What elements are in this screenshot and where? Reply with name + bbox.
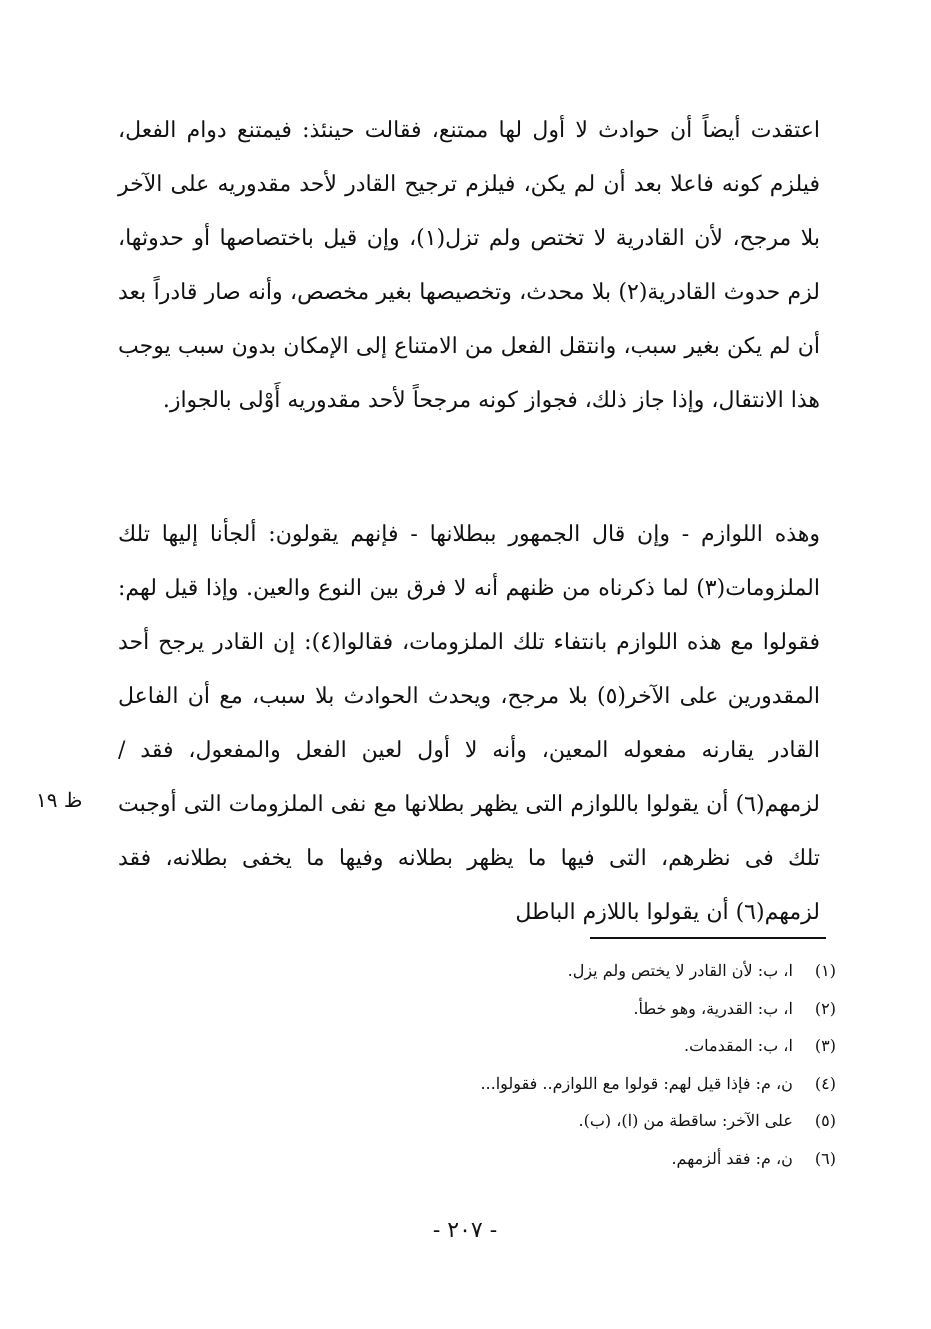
footnote-text: ا، ب: القدرية، وهو خطأ. xyxy=(633,998,793,1018)
footnote-text: ا، ب: لأن القادر لا يختص ولم يزل. xyxy=(567,961,793,980)
footnote-1 xyxy=(300,952,836,990)
footnote-number: (٤) xyxy=(814,1073,836,1093)
footnote-text: على الآخر: ساقطة من (ا)، (ب). xyxy=(578,1111,793,1130)
footnote-2 xyxy=(300,990,836,1028)
footnote-number: (٢) xyxy=(814,998,836,1018)
footnote-number: (٣) xyxy=(814,1036,836,1055)
footnote-4 xyxy=(300,1065,836,1103)
footnote-text: ا، ب: المقدمات. xyxy=(684,1036,793,1055)
footnotes-list xyxy=(300,952,836,1177)
footnote-5 xyxy=(300,1102,836,1140)
footnote-separator xyxy=(590,937,826,939)
footnote-number: (٦) xyxy=(814,1148,836,1168)
margin-folio-note: ظ ١٩ xyxy=(36,788,83,812)
footnote-number: (٥) xyxy=(814,1111,836,1130)
footnote-3 xyxy=(300,1027,836,1065)
footnote-text: ن، م: فإذا قيل لهم: قولوا مع اللوازم.. فقولوا... xyxy=(480,1073,793,1093)
body-paragraph-1: اعتقدت أيضاً أن حوادث لا أول لها ممتنع، فقالت حينئذ: فيمتنع دوام الفعل، فيلزم كونه فاعلا بعد أن لم يكن، فيلزم ترجيح القادر لأحد مقدوريه على الآخر بلا مرجح، لأن القادرية لا تختص ولم تزل(١)، وإن قيل باختصاصها أو حدوثها، لزم حدوث القادرية(٢) بلا محدث، وتخصيصها بغير مخصص، وأنه صار قادراً بعد أن لم يكن بغير سبب، وانتقل الفعل من الامتناع إلى الإمكان بدون سبب يوجب هذا الانتقال، وإذا جاز ذلك، فجواز كونه مرجحاً لأحد مقدوريه أَوْلى بالجواز. xyxy=(118,118,820,413)
footnote-6 xyxy=(300,1140,836,1178)
footnote-text: ن، م: فقد ألزمهم. xyxy=(671,1148,793,1168)
page-number: - ٢٠٧ - xyxy=(432,1218,498,1243)
footnote-number: (١) xyxy=(814,961,836,980)
body-paragraph-2: وهذه اللوازم - وإن قال الجمهور ببطلانها - فإنهم يقولون: ألجأنا إليها تلك الملزومات(٣) لما ذكرناه من ظنهم أنه لا فرق بين النوع والعين. وإذا قيل لهم: فقولوا مع هذه اللوازم بانتفاء تلك الملزومات، فقالوا(٤): إن القادر يرجح أحد المقدورين على الآخر(٥) بلا مرجح، ويحدث الحوادث بلا سبب، مع أن الفاعل القادر يقارنه مفعوله المعين، وأنه لا أول لعين الفعل والمفعول، فقد / لزمهم(٦) أن يقولوا باللوازم التى يظهر بطلانها مع نفى الملزومات التى أوجبت تلك فى نظرهم، التى فيها ما يظهر بطلانه وفيها ما يخفى بطلانه، فقد لزمهم(٦) أن يقولوا باللازم الباطل xyxy=(118,522,820,925)
